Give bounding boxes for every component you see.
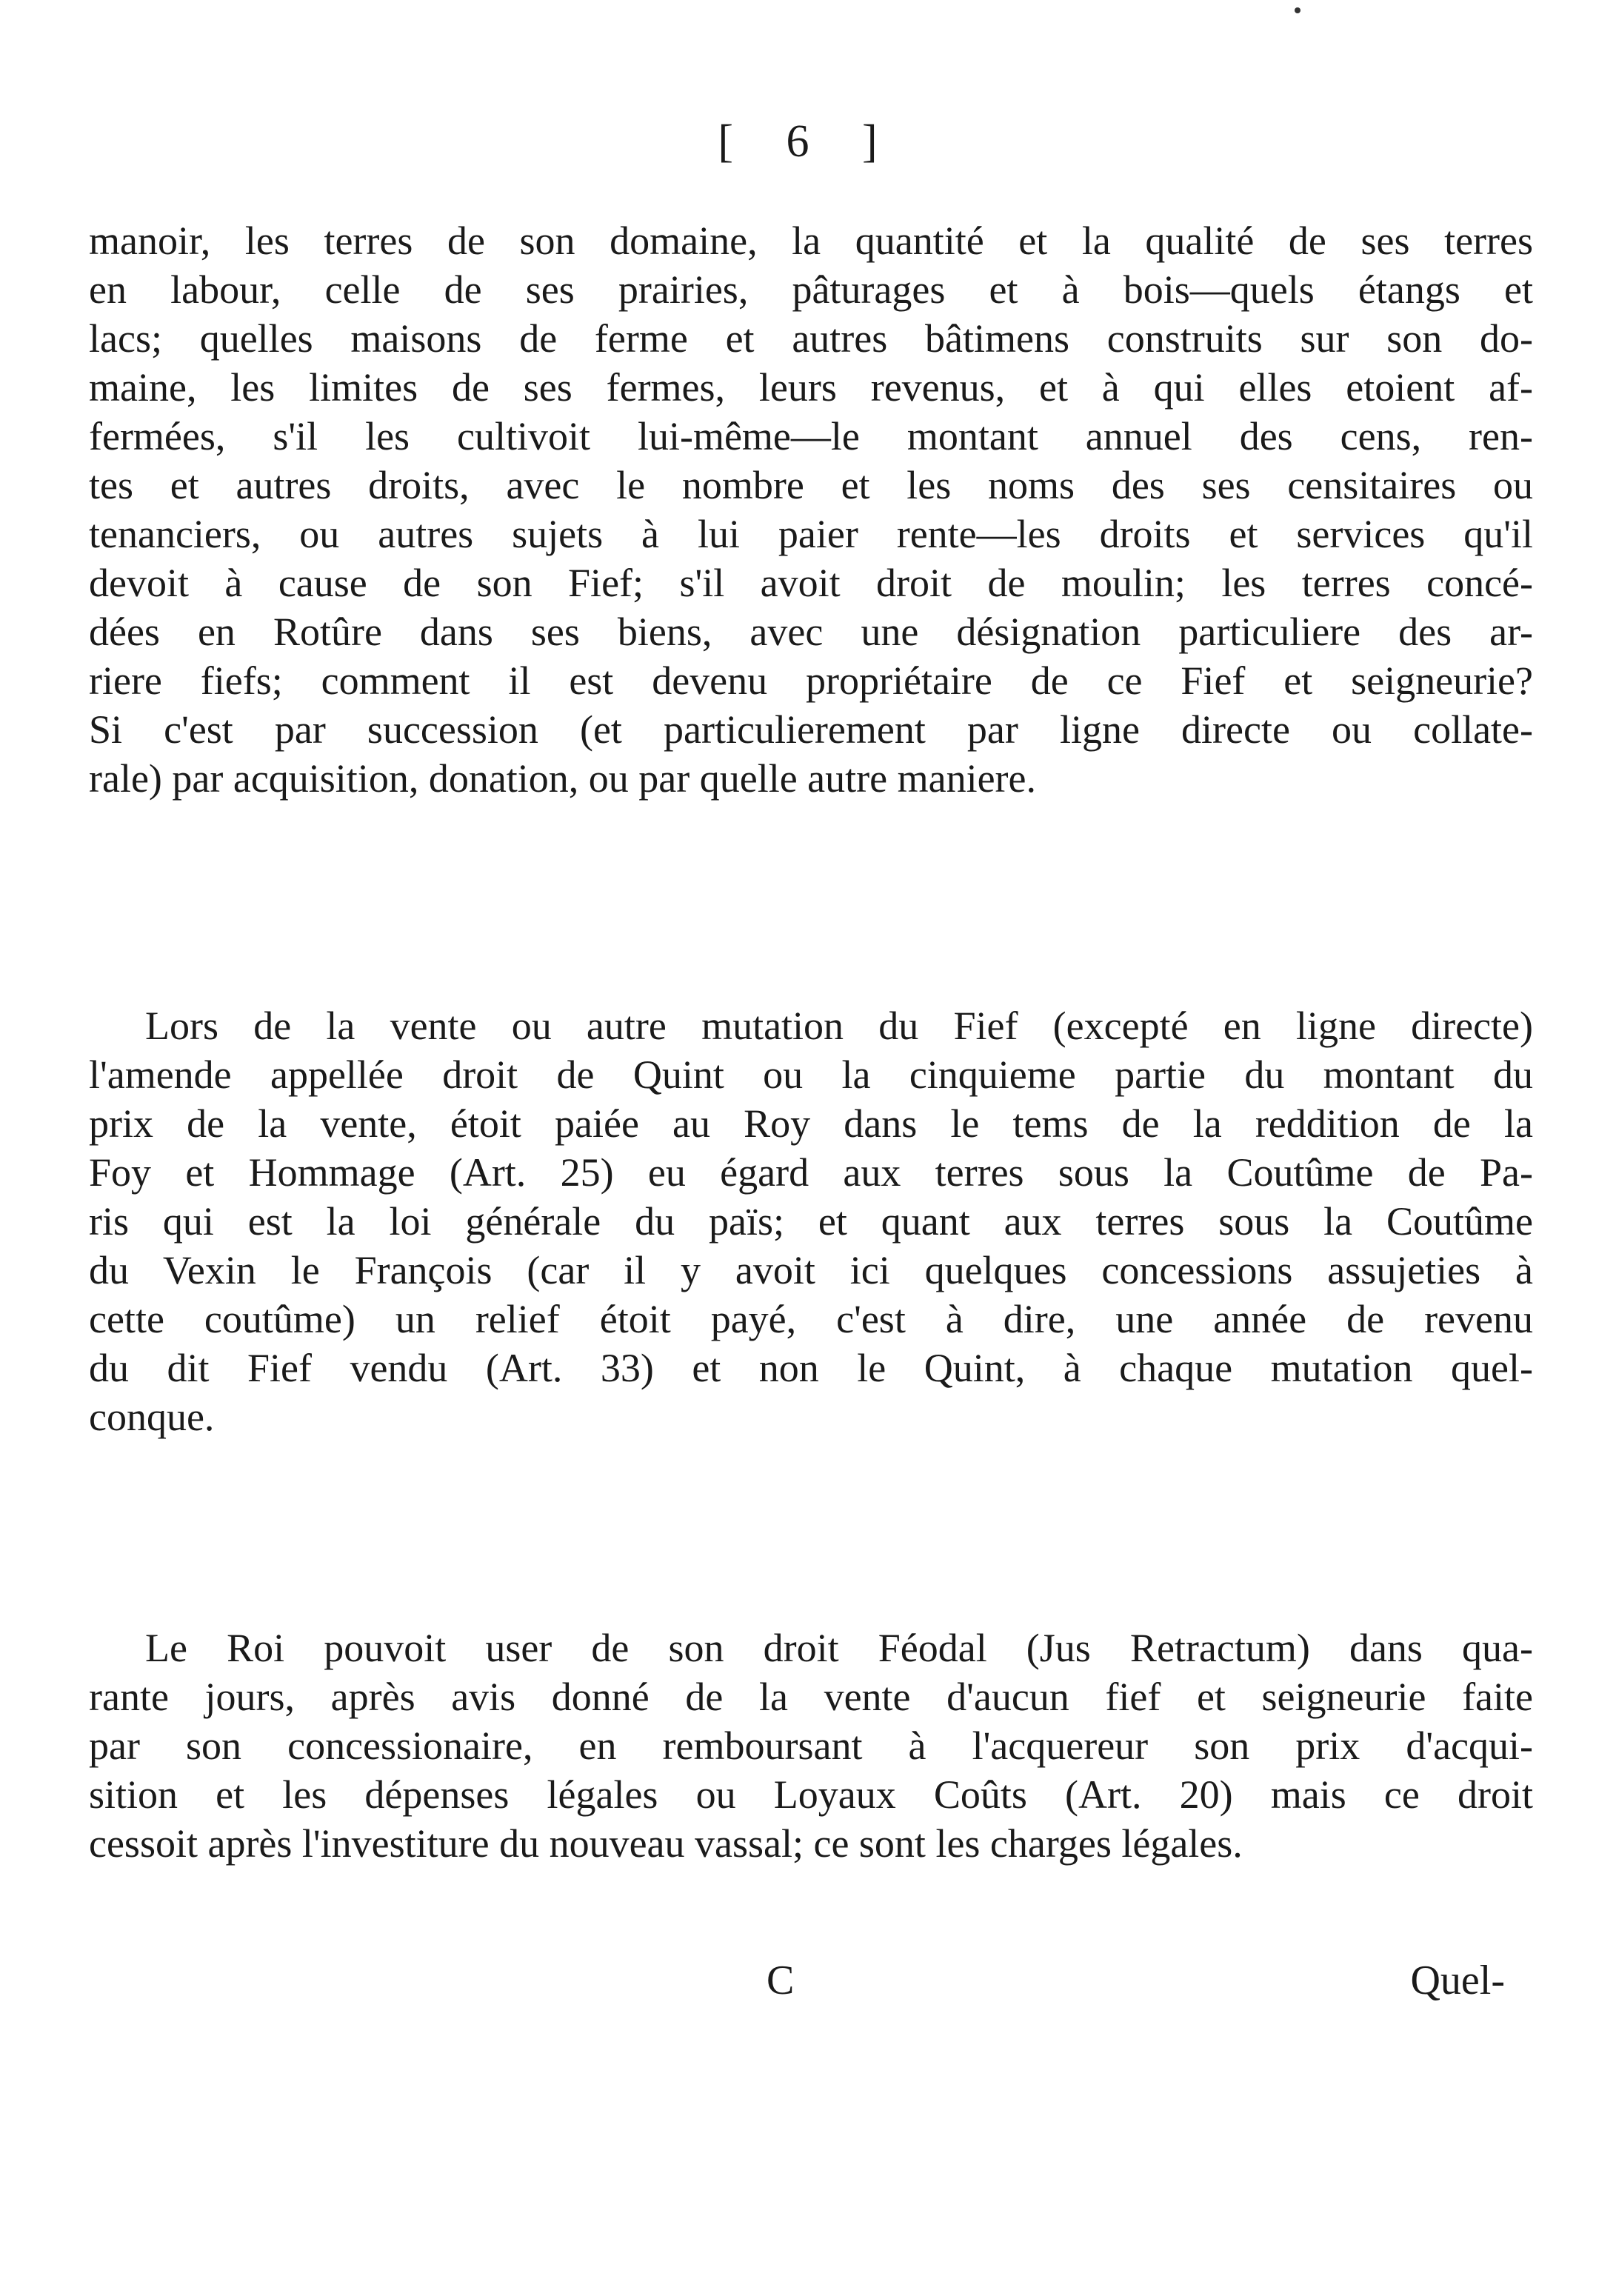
text-line: rante jours, après avis donné de la vente d'aucun fief et seigneurie faite (89, 1675, 1533, 1719)
text-line: l'amende appellée droit de Quint ou la cinquieme partie du montant du (89, 1052, 1533, 1097)
text-line: sition et les dépenses légales ou Loyaux Coûts (Art. 20) mais ce droit (89, 1772, 1533, 1817)
text-line: conque. (89, 1395, 215, 1439)
text-line: Le Roi pouvoit user de son droit Féodal (Jus Retractum) dans qua- (145, 1626, 1533, 1670)
ink-speck (1295, 7, 1301, 13)
text-line: tenanciers, ou autres sujets à lui paier rente—les droits et services qu'il (89, 512, 1533, 556)
text-line: lacs; quelles maisons de ferme et autres bâtimens construits sur son do- (89, 316, 1533, 361)
paragraph-3 (89, 1623, 1533, 1868)
text-line: rale) par acquisition, donation, ou par quelle autre maniere. (89, 756, 1036, 801)
text-line: par son concessionaire, en remboursant à l'acquereur son prix d'acqui- (89, 1723, 1533, 1768)
text-line: Foy et Hommage (Art. 25) eu égard aux terres sous la Coutûme de Pa- (89, 1150, 1533, 1195)
text-line: dées en Rotûre dans ses biens, avec une désignation particuliere des ar- (89, 610, 1533, 654)
paragraph-1 (89, 216, 1533, 803)
catchword: Quel- (1410, 1958, 1505, 2003)
signature-mark: C (767, 1958, 795, 2003)
text-line: du Vexin le François (car il y avoit ici quelques concessions assujeties à (89, 1248, 1533, 1292)
text-line: du dit Fief vendu (Art. 33) et non le Quint, à chaque mutation quel- (89, 1346, 1533, 1390)
text-line: Si c'est par succession (et particulierement par ligne directe ou collate- (89, 707, 1533, 752)
text-line: riere fiefs; comment il est devenu propriétaire de ce Fief et seigneurie? (89, 658, 1533, 703)
text-line: cessoit après l'investiture du nouveau vassal; ce sont les charges légales. (89, 1821, 1243, 1866)
text-line: en labour, celle de ses prairies, pâturages et à bois—quels étangs et (89, 267, 1533, 312)
text-line: Lors de la vente ou autre mutation du Fief (excepté en ligne directe) (145, 1004, 1533, 1048)
text-line: prix de la vente, étoit paiée au Roy dans le tems de la reddition de la (89, 1101, 1533, 1146)
text-line: manoir, les terres de son domaine, la quantité et la qualité de ses terres (89, 218, 1533, 263)
text-line: cette coutûme) un relief étoit payé, c'est à dire, une année de revenu (89, 1297, 1533, 1341)
text-line: ris qui est la loi générale du païs; et quant aux terres sous la Coutûme (89, 1199, 1533, 1244)
page-number: [ 6 ] (718, 116, 898, 167)
text-line: devoit à cause de son Fief; s'il avoit droit de moulin; les terres concé- (89, 561, 1533, 605)
text-line: fermées, s'il les cultivoit lui-même—le montant annuel des cens, ren- (89, 414, 1533, 458)
page-footer (0, 1957, 1616, 2016)
paragraph-2 (89, 1001, 1533, 1441)
text-line: maine, les limites de ses fermes, leurs revenus, et à qui elles etoient af- (89, 365, 1533, 410)
text-line: tes et autres droits, avec le nombre et les noms des ses censitaires ou (89, 463, 1533, 507)
